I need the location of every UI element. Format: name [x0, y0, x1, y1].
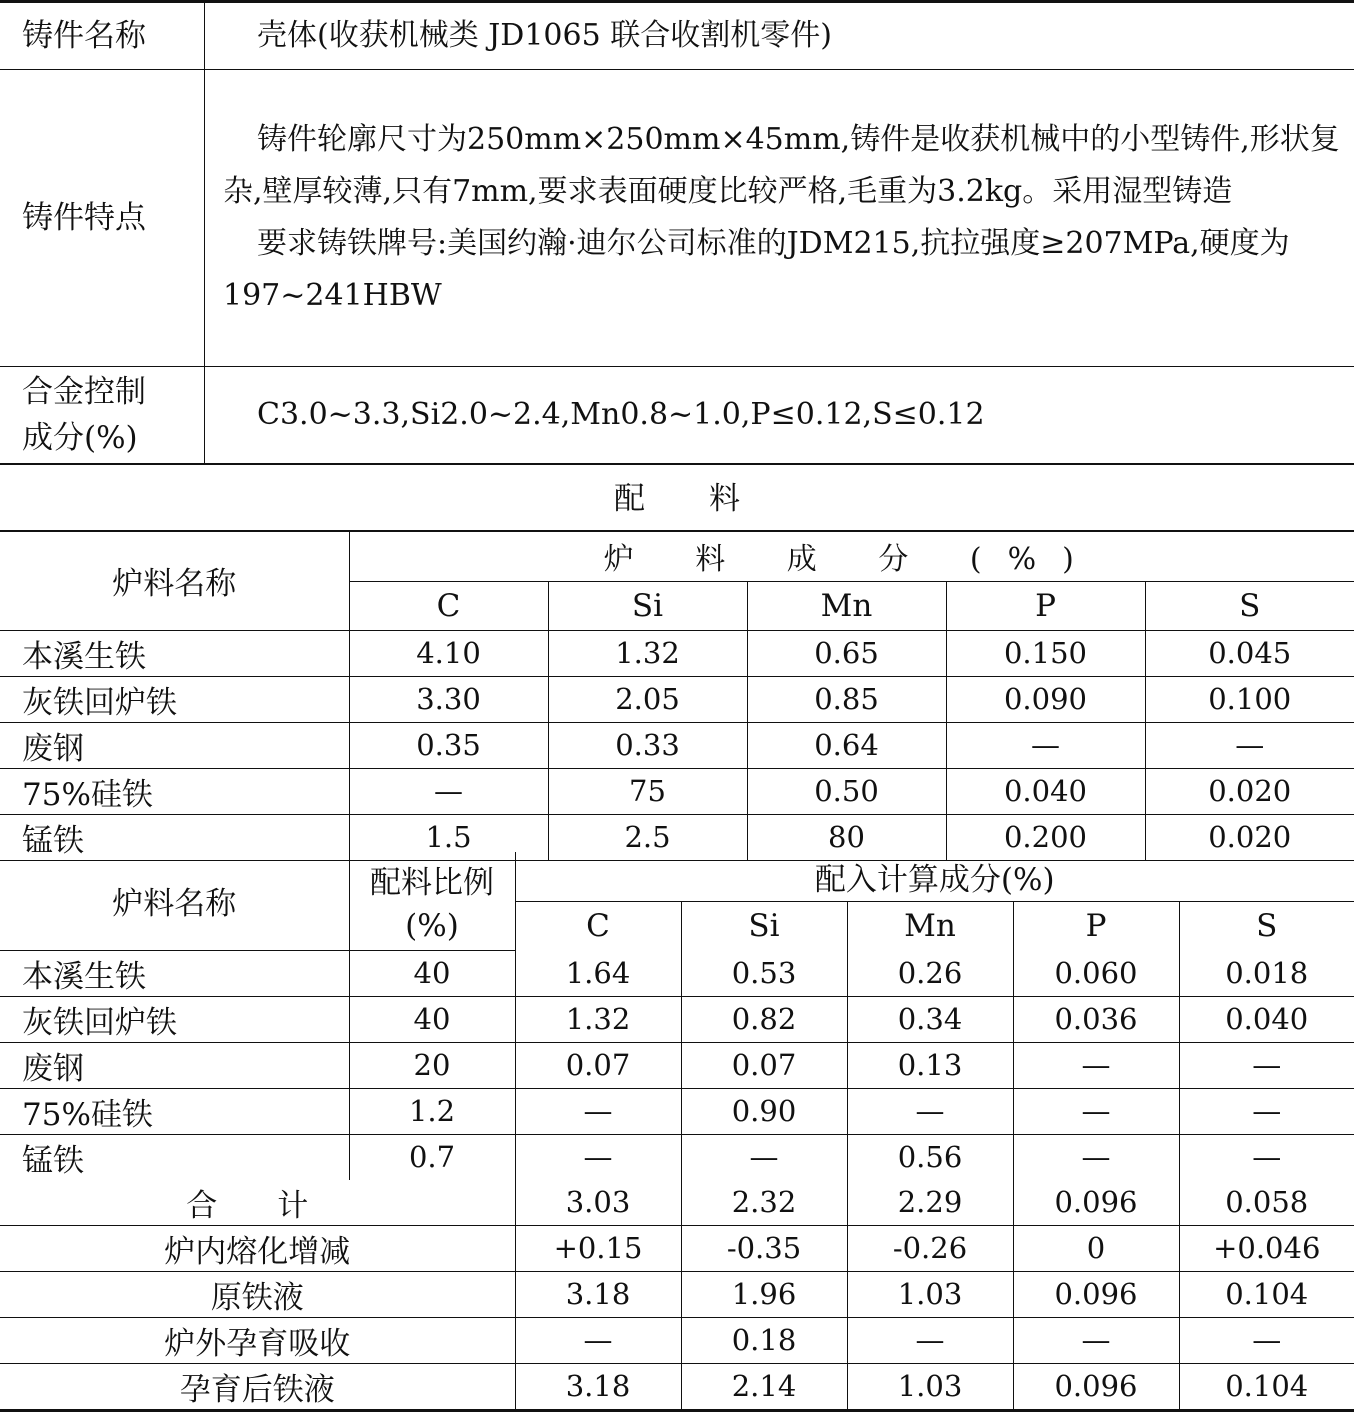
charge-value-cell: —	[1145, 722, 1354, 768]
calc-value-cell: —	[515, 1088, 681, 1134]
charge-value-cell: 0.64	[747, 722, 946, 768]
charge-value-cell: 0.090	[946, 676, 1145, 722]
charge-value-cell: —	[946, 722, 1145, 768]
calc-summary-value: 1.03	[847, 1271, 1013, 1317]
calc-summary-value: 0.104	[1179, 1363, 1354, 1410]
charge-value-cell: 0.150	[946, 630, 1145, 676]
charge-element-header: C	[349, 581, 548, 630]
calc-value-cell: —	[847, 1088, 1013, 1134]
calc-summary-row	[0, 1363, 1354, 1410]
calc-material-name: 本溪生铁	[0, 950, 349, 996]
calc-summary-label: 合计	[0, 1180, 515, 1226]
calc-value-cell: —	[515, 1134, 681, 1180]
calc-header-row	[0, 852, 1354, 901]
calc-summary-value: 0.058	[1179, 1180, 1354, 1226]
charge-element-header: Mn	[747, 581, 946, 630]
charge-value-cell: —	[349, 768, 548, 814]
calc-summary-value: +0.046	[1179, 1225, 1354, 1271]
charge-value-cell: 0.020	[1145, 814, 1354, 860]
charge-value-cell: 0.35	[349, 722, 548, 768]
calc-ratio-cell: 20	[349, 1042, 515, 1088]
calc-summary-value: —	[847, 1317, 1013, 1363]
calc-row	[0, 950, 1354, 996]
charge-material-name: 75%硅铁	[0, 768, 349, 814]
calc-summary-value: 2.29	[847, 1180, 1013, 1226]
calc-value-cell: 0.040	[1179, 996, 1354, 1042]
charge-material-name: 废钢	[0, 722, 349, 768]
calc-material-name: 锰铁	[0, 1134, 349, 1180]
calc-value-cell: 1.32	[515, 996, 681, 1042]
calc-material-name: 废钢	[0, 1042, 349, 1088]
casting-features-row	[0, 70, 1354, 367]
charge-value-cell: 3.30	[349, 676, 548, 722]
calc-value-cell: 0.07	[681, 1042, 847, 1088]
charge-value-cell: 0.100	[1145, 676, 1354, 722]
calc-summary-value: 2.14	[681, 1363, 847, 1410]
calc-value-cell: 0.07	[515, 1042, 681, 1088]
calc-summary-value: 0.096	[1013, 1271, 1179, 1317]
charge-value-cell: 0.33	[548, 722, 747, 768]
calc-ratio-cell: 40	[349, 996, 515, 1042]
calc-summary-label: 炉内熔化增减	[0, 1225, 515, 1271]
calc-body	[0, 950, 1354, 1180]
calc-element-header: P	[1013, 901, 1179, 950]
charge-value-cell: 2.5	[548, 814, 747, 860]
calc-summary-value: 0.18	[681, 1317, 847, 1363]
calc-material-name: 灰铁回炉铁	[0, 996, 349, 1042]
calc-summary-row	[0, 1271, 1354, 1317]
charge-value-cell: 0.045	[1145, 630, 1354, 676]
charge-value-cell: 4.10	[349, 630, 548, 676]
calc-summary-value: 0.104	[1179, 1271, 1354, 1317]
calc-summary-row	[0, 1317, 1354, 1363]
calc-summary-value: 1.96	[681, 1271, 847, 1317]
charge-composition-table	[0, 530, 1354, 861]
charge-name-header: 炉料名称	[0, 531, 349, 630]
charge-material-name: 本溪生铁	[0, 630, 349, 676]
charge-material-name: 锰铁	[0, 814, 349, 860]
section-caption: 配料	[0, 474, 1354, 524]
calc-row	[0, 996, 1354, 1042]
calc-value-cell: 0.56	[847, 1134, 1013, 1180]
features-paragraph-2: 要求铸铁牌号:美国约瀚·迪尔公司标准的JDM215,抗拉强度≥207MPa,硬度为197~241HBW	[223, 218, 1340, 322]
charge-row	[0, 630, 1354, 676]
calc-ratio-cell: 0.7	[349, 1134, 515, 1180]
calc-summary-row	[0, 1225, 1354, 1271]
calc-summary-value: 3.18	[515, 1271, 681, 1317]
charge-value-cell: 0.040	[946, 768, 1145, 814]
charge-value-cell: 80	[747, 814, 946, 860]
alloy-control-row	[0, 367, 1354, 465]
calc-summary-label: 原铁液	[0, 1271, 515, 1317]
calc-value-cell: —	[1179, 1134, 1354, 1180]
calc-value-cell: —	[1013, 1134, 1179, 1180]
calc-summary-value: 3.03	[515, 1180, 681, 1226]
calc-value-cell: 0.90	[681, 1088, 847, 1134]
calc-summary-value: —	[1179, 1317, 1354, 1363]
calculated-composition-table	[0, 852, 1354, 1412]
calc-element-header: C	[515, 901, 681, 950]
calc-value-cell: —	[1013, 1042, 1179, 1088]
charge-value-cell: 0.65	[747, 630, 946, 676]
calc-ratio-cell: 40	[349, 950, 515, 996]
calc-summary-label: 孕育后铁液	[0, 1363, 515, 1410]
features-paragraph-1: 铸件轮廓尺寸为250mm×250mm×45mm,铸件是收获机械中的小型铸件,形状复杂,壁厚较薄,只有7mm,要求表面硬度比较严格,毛重为3.2kg。采用湿型铸造	[223, 114, 1340, 218]
casting-name-label: 铸件名称	[0, 2, 205, 70]
calc-element-header: Si	[681, 901, 847, 950]
calc-summary-value: —	[515, 1317, 681, 1363]
calc-value-cell: —	[1179, 1088, 1354, 1134]
calc-value-cell: 0.34	[847, 996, 1013, 1042]
calc-value-cell: 0.018	[1179, 950, 1354, 996]
calc-row	[0, 1134, 1354, 1180]
charge-value-cell: 0.85	[747, 676, 946, 722]
charge-material-name: 灰铁回炉铁	[0, 676, 349, 722]
calc-value-cell: —	[1179, 1042, 1354, 1088]
charge-value-cell: 1.32	[548, 630, 747, 676]
casting-name-row	[0, 2, 1354, 70]
calc-summary-value: —	[1013, 1317, 1179, 1363]
charge-value-cell: 0.020	[1145, 768, 1354, 814]
calc-summary-row	[0, 1180, 1354, 1226]
calc-summary-value: +0.15	[515, 1225, 681, 1271]
calc-value-cell: —	[1013, 1088, 1179, 1134]
charge-row	[0, 722, 1354, 768]
charge-body	[0, 630, 1354, 860]
charge-value-cell: 0.200	[946, 814, 1145, 860]
calc-summary-value: 0.096	[1013, 1180, 1179, 1226]
calc-summary-value: 2.32	[681, 1180, 847, 1226]
charge-element-header: P	[946, 581, 1145, 630]
calc-material-name: 75%硅铁	[0, 1088, 349, 1134]
charge-value-cell: 75	[548, 768, 747, 814]
calc-summary-value: 1.03	[847, 1363, 1013, 1410]
charge-row	[0, 768, 1354, 814]
calc-summary	[0, 1180, 1354, 1411]
charge-element-header: S	[1145, 581, 1354, 630]
calc-summary-value: -0.26	[847, 1225, 1013, 1271]
calc-value-cell: 0.036	[1013, 996, 1179, 1042]
calc-row	[0, 1042, 1354, 1088]
calc-group-header: 配入计算成分(%)	[515, 852, 1354, 901]
calc-row	[0, 1088, 1354, 1134]
calc-value-cell: 0.82	[681, 996, 847, 1042]
calc-value-cell: 0.26	[847, 950, 1013, 996]
casting-features-value	[205, 70, 1354, 367]
calc-value-cell: 0.13	[847, 1042, 1013, 1088]
calc-summary-value: -0.35	[681, 1225, 847, 1271]
calc-value-cell: 1.64	[515, 950, 681, 996]
calc-value-cell: 0.060	[1013, 950, 1179, 996]
charge-value-cell: 0.50	[747, 768, 946, 814]
alloy-control-value: C3.0~3.3,Si2.0~2.4,Mn0.8~1.0,P≤0.12,S≤0.12	[205, 367, 1354, 465]
calc-value-cell: 0.53	[681, 950, 847, 996]
alloy-control-label: 合金控制 成分(%)	[0, 367, 205, 465]
charge-value-cell: 1.5	[349, 814, 548, 860]
calc-summary-label: 炉外孕育吸收	[0, 1317, 515, 1363]
charge-row	[0, 676, 1354, 722]
calc-summary-value: 0	[1013, 1225, 1179, 1271]
calc-ratio-header: 配料比例 (%)	[349, 852, 515, 950]
calc-name-header: 炉料名称	[0, 852, 349, 950]
calc-value-cell: —	[681, 1134, 847, 1180]
casting-info-table	[0, 0, 1354, 465]
charge-element-header: Si	[548, 581, 747, 630]
calc-element-header: Mn	[847, 901, 1013, 950]
calc-element-header: S	[1179, 901, 1354, 950]
calc-ratio-cell: 1.2	[349, 1088, 515, 1134]
charge-group-header: 炉 料 成 分 (%)	[349, 531, 1354, 581]
charge-header-row	[0, 531, 1354, 581]
casting-name-value: 壳体(收获机械类 JD1065 联合收割机零件)	[205, 2, 1354, 70]
charge-value-cell: 2.05	[548, 676, 747, 722]
calc-summary-value: 3.18	[515, 1363, 681, 1410]
calc-summary-value: 0.096	[1013, 1363, 1179, 1410]
casting-features-label: 铸件特点	[0, 70, 205, 367]
